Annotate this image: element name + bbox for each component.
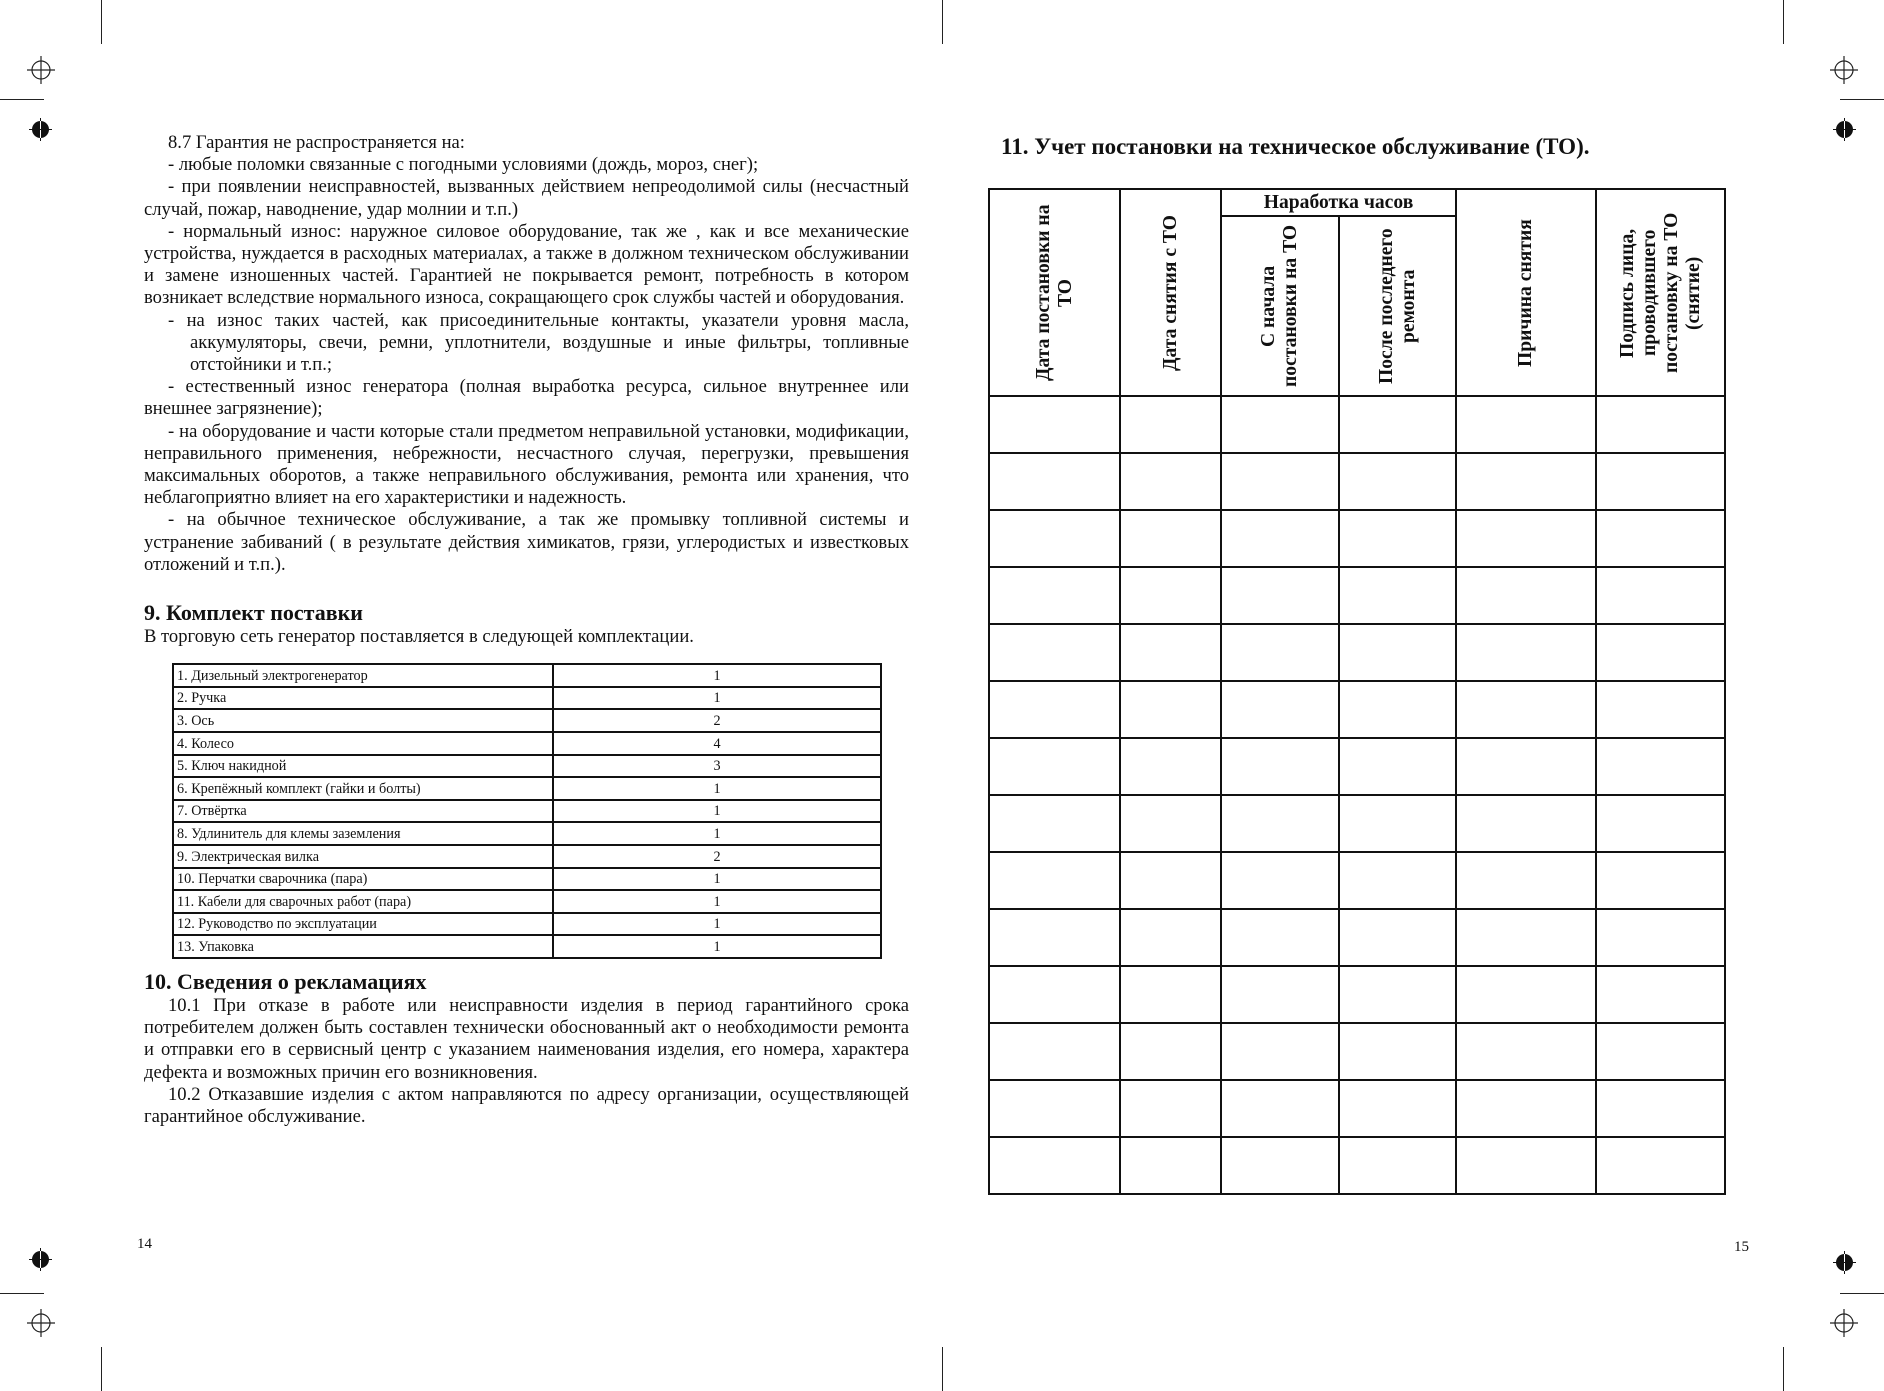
log-row bbox=[989, 852, 1725, 909]
kit-item-name: 13. Упаковка bbox=[173, 935, 553, 958]
kit-item-qty: 3 bbox=[553, 755, 881, 778]
warranty-item: - на износ таких частей, как присоединительные контакты, указатели уровня масла, аккумуляторы, свечи, ремни, уплотнители, воздушные и иные фильтры, топливные отстойники и т.п.; bbox=[168, 309, 909, 376]
log-cell bbox=[1339, 966, 1456, 1023]
warranty-item: - на оборудование и части которые стали предметом неправильной установки, модификации, неправильного применения, небрежности, несчастного случая, перегрузки, превышения максимальных оборотов, а также неправильного обслуживания, ремонта или хранения, что неблагоприятно влияет на его характеристики и надежность. bbox=[144, 420, 909, 509]
log-cell bbox=[1339, 1023, 1456, 1080]
log-cell bbox=[1221, 510, 1339, 567]
log-row bbox=[989, 396, 1725, 453]
claims-heading: 10. Сведения о рекламациях bbox=[144, 968, 427, 994]
kit-item-name: 1. Дизельный электрогенератор bbox=[173, 664, 553, 687]
log-cell bbox=[1596, 909, 1725, 966]
table-row bbox=[173, 755, 881, 778]
log-row bbox=[989, 738, 1725, 795]
warranty-item: - естественный износ генератора (полная выработка ресурса, сильное внутреннее или внешнее загрязнение); bbox=[144, 376, 909, 420]
log-cell bbox=[1596, 1080, 1725, 1137]
table-row bbox=[173, 777, 881, 800]
table-row bbox=[173, 913, 881, 936]
kit-item-qty: 4 bbox=[553, 732, 881, 755]
log-cell bbox=[1596, 852, 1725, 909]
warranty-item: - на обычное техническое обслуживание, а так же промывку топливной системы и устранение забиваний ( в результате действия химикатов, грязи, углеродистых и известковых отложений и т.п.). bbox=[144, 509, 909, 575]
log-row bbox=[989, 567, 1725, 624]
log-cell bbox=[989, 909, 1120, 966]
warranty-item: - нормальный износ: наружное силовое оборудование, так же , как и все механические устройства, нуждается в расходных материалах, а также в должном техническом обслуживании и замене изношенных частей. Гарантией не покрывается ремонт, потребность в котором возникает вследствие нормального износа, сокращающего срок службы частей и оборудования. bbox=[144, 220, 909, 309]
log-cell bbox=[1339, 1080, 1456, 1137]
log-cell bbox=[1596, 738, 1725, 795]
claims-paragraph-1: 10.1 При отказе в работе или неисправности изделия в период гарантийного срока потребителем должен быть составлен технически обоснованный акт о необходимости ремонта и отправки его в сервисный центр с указанием наименования изделия, его номера, характера дефекта и возможных причин его возникновения. bbox=[144, 994, 909, 1083]
kit-item-qty: 1 bbox=[553, 822, 881, 845]
log-row bbox=[989, 966, 1725, 1023]
kit-item-name: 9. Электрическая вилка bbox=[173, 845, 553, 868]
warranty-item: - при появлении неисправностей, вызванных действием непреодолимой силы (несчастный случай, пожар, наводнение, удар молнии и т.п.) bbox=[144, 176, 909, 220]
log-cell bbox=[1221, 966, 1339, 1023]
table-row bbox=[173, 687, 881, 710]
log-cell bbox=[1120, 624, 1221, 681]
table-row bbox=[173, 822, 881, 845]
log-cell bbox=[989, 681, 1120, 738]
crop-mark-top-center-left bbox=[942, 0, 943, 44]
table-row bbox=[173, 868, 881, 891]
table-row bbox=[173, 709, 881, 732]
log-cell bbox=[989, 1137, 1120, 1194]
log-cell bbox=[1456, 567, 1596, 624]
kit-table bbox=[172, 663, 882, 959]
table-row bbox=[173, 664, 881, 687]
page-number-right: 15 bbox=[1734, 1239, 1749, 1255]
log-cell bbox=[989, 396, 1120, 453]
registration-target-icon bbox=[1830, 1309, 1858, 1337]
log-cell bbox=[1120, 567, 1221, 624]
kit-item-name: 8. Удлинитель для клемы заземления bbox=[173, 822, 553, 845]
kit-item-name: 2. Ручка bbox=[173, 687, 553, 710]
log-row bbox=[989, 510, 1725, 567]
log-cell bbox=[1221, 1080, 1339, 1137]
kit-item-qty: 1 bbox=[553, 777, 881, 800]
log-cell bbox=[1221, 396, 1339, 453]
log-cell bbox=[1456, 1137, 1596, 1194]
log-cell bbox=[989, 453, 1120, 510]
table-row bbox=[173, 732, 881, 755]
left-page-content bbox=[144, 132, 909, 1128]
log-cell bbox=[1120, 681, 1221, 738]
log-cell bbox=[1339, 852, 1456, 909]
log-cell bbox=[1221, 909, 1339, 966]
log-cell bbox=[1339, 396, 1456, 453]
kit-item-qty: 1 bbox=[553, 890, 881, 913]
log-cell bbox=[1221, 852, 1339, 909]
maintenance-log-table bbox=[988, 188, 1726, 1195]
page-number-left: 14 bbox=[137, 1236, 152, 1252]
registration-target-icon bbox=[1830, 56, 1858, 84]
kit-item-qty: 1 bbox=[553, 687, 881, 710]
log-cell bbox=[1120, 1023, 1221, 1080]
log-cell bbox=[1120, 795, 1221, 852]
column-header-hours-since-repair: После последнего ремонта bbox=[1339, 216, 1456, 396]
log-cell bbox=[1339, 681, 1456, 738]
column-header-date-off: Дата снятия с ТО bbox=[1120, 189, 1221, 396]
column-header-hours-group: Наработка часов bbox=[1221, 189, 1456, 216]
registration-dot-icon bbox=[1836, 121, 1853, 138]
kit-item-name: 12. Руководство по эксплуатации bbox=[173, 913, 553, 936]
log-cell bbox=[1596, 453, 1725, 510]
log-row bbox=[989, 681, 1725, 738]
log-cell bbox=[1221, 738, 1339, 795]
kit-item-qty: 1 bbox=[553, 800, 881, 823]
log-row bbox=[989, 453, 1725, 510]
crop-mark-top-center-right bbox=[1783, 0, 1784, 44]
log-row bbox=[989, 624, 1725, 681]
log-cell bbox=[1120, 852, 1221, 909]
log-cell bbox=[1120, 1137, 1221, 1194]
crop-mark-left-upper bbox=[0, 99, 44, 100]
registration-target-icon bbox=[27, 56, 55, 84]
warranty-intro: 8.7 Гарантия не распространяется на: bbox=[168, 132, 465, 153]
column-header-reason: Причина снятия bbox=[1456, 189, 1596, 396]
kit-item-name: 5. Ключ накидной bbox=[173, 755, 553, 778]
log-cell bbox=[1221, 453, 1339, 510]
kit-item-name: 6. Крепёжный комплект (гайки и болты) bbox=[173, 777, 553, 800]
log-cell bbox=[1339, 510, 1456, 567]
kit-item-qty: 1 bbox=[553, 935, 881, 958]
kit-item-name: 4. Колесо bbox=[173, 732, 553, 755]
log-cell bbox=[1339, 453, 1456, 510]
log-cell bbox=[1339, 624, 1456, 681]
claims-paragraph-2: 10.2 Отказавшие изделия с актом направляются по адресу организации, осуществляющей гарантийное обслуживание. bbox=[144, 1083, 909, 1127]
crop-mark-bottom-right bbox=[1783, 1347, 1784, 1391]
kit-item-qty: 1 bbox=[553, 868, 881, 891]
log-cell bbox=[1339, 795, 1456, 852]
log-cell bbox=[1120, 1080, 1221, 1137]
log-cell bbox=[1221, 1137, 1339, 1194]
crop-mark-left-lower bbox=[0, 1293, 44, 1294]
log-cell bbox=[1339, 567, 1456, 624]
log-row bbox=[989, 909, 1725, 966]
table-row bbox=[173, 800, 881, 823]
column-header-date-on: Дата постановки на ТО bbox=[989, 189, 1120, 396]
table-row bbox=[173, 890, 881, 913]
log-cell bbox=[989, 624, 1120, 681]
log-row bbox=[989, 1137, 1725, 1194]
log-cell bbox=[1120, 738, 1221, 795]
registration-target-icon bbox=[27, 1309, 55, 1337]
log-row bbox=[989, 1080, 1725, 1137]
kit-item-name: 11. Кабели для сварочных работ (пара) bbox=[173, 890, 553, 913]
kit-heading: 9. Комплект поставки bbox=[144, 600, 363, 626]
registration-dot-icon bbox=[1836, 1254, 1853, 1271]
column-header-hours-since-start: С начала постановки на ТО bbox=[1221, 216, 1339, 396]
log-cell bbox=[1596, 624, 1725, 681]
log-cell bbox=[1221, 567, 1339, 624]
log-cell bbox=[1456, 624, 1596, 681]
registration-dot-icon bbox=[32, 1251, 49, 1268]
log-cell bbox=[1120, 510, 1221, 567]
log-cell bbox=[989, 567, 1120, 624]
log-cell bbox=[1456, 453, 1596, 510]
log-cell bbox=[989, 1080, 1120, 1137]
log-cell bbox=[1120, 396, 1221, 453]
log-cell bbox=[1456, 396, 1596, 453]
kit-item-qty: 1 bbox=[553, 664, 881, 687]
log-cell bbox=[1456, 852, 1596, 909]
log-cell bbox=[1456, 738, 1596, 795]
log-cell bbox=[1596, 510, 1725, 567]
log-cell bbox=[1120, 453, 1221, 510]
log-cell bbox=[1596, 567, 1725, 624]
log-cell bbox=[989, 852, 1120, 909]
log-cell bbox=[1596, 681, 1725, 738]
log-cell bbox=[1596, 795, 1725, 852]
log-cell bbox=[1339, 738, 1456, 795]
crop-mark-right-lower bbox=[1840, 1293, 1884, 1294]
log-cell bbox=[1596, 966, 1725, 1023]
log-cell bbox=[1456, 966, 1596, 1023]
kit-item-qty: 2 bbox=[553, 845, 881, 868]
kit-item-name: 10. Перчатки сварочника (пара) bbox=[173, 868, 553, 891]
kit-item-name: 7. Отвёртка bbox=[173, 800, 553, 823]
log-cell bbox=[1221, 681, 1339, 738]
crop-mark-bottom-left bbox=[101, 1347, 102, 1391]
log-cell bbox=[1456, 795, 1596, 852]
column-header-signature: Подпись лица, проводившего постановку на ТО (снятие) bbox=[1596, 189, 1725, 396]
log-cell bbox=[989, 966, 1120, 1023]
crop-mark-top-left bbox=[101, 0, 102, 44]
log-cell bbox=[1120, 966, 1221, 1023]
log-cell bbox=[1120, 909, 1221, 966]
log-cell bbox=[989, 510, 1120, 567]
log-cell bbox=[1456, 909, 1596, 966]
log-cell bbox=[989, 795, 1120, 852]
log-cell bbox=[1339, 909, 1456, 966]
log-cell bbox=[1221, 624, 1339, 681]
log-cell bbox=[1456, 510, 1596, 567]
kit-intro: В торговую сеть генератор поставляется в следующей комплектации. bbox=[144, 626, 694, 648]
kit-item-qty: 1 bbox=[553, 913, 881, 936]
kit-item-qty: 2 bbox=[553, 709, 881, 732]
log-row bbox=[989, 1023, 1725, 1080]
log-cell bbox=[1456, 1080, 1596, 1137]
log-row bbox=[989, 795, 1725, 852]
log-cell bbox=[1596, 1137, 1725, 1194]
kit-item-name: 3. Ось bbox=[173, 709, 553, 732]
log-cell bbox=[1221, 1023, 1339, 1080]
log-cell bbox=[1221, 795, 1339, 852]
log-cell bbox=[1596, 1023, 1725, 1080]
table-row bbox=[173, 845, 881, 868]
log-cell bbox=[989, 738, 1120, 795]
log-cell bbox=[1339, 1137, 1456, 1194]
log-cell bbox=[1456, 1023, 1596, 1080]
warranty-item: - любые поломки связанные с погодными условиями (дождь, мороз, снег); bbox=[168, 154, 759, 176]
log-cell bbox=[1456, 681, 1596, 738]
crop-mark-bottom-center bbox=[942, 1347, 943, 1391]
log-cell bbox=[1596, 396, 1725, 453]
crop-mark-right-upper bbox=[1840, 99, 1884, 100]
table-row bbox=[173, 935, 881, 958]
registration-dot-icon bbox=[32, 121, 49, 138]
log-cell bbox=[989, 1023, 1120, 1080]
maintenance-log-title: 11. Учет постановки на техническое обслуживание (ТО). bbox=[1001, 134, 1590, 159]
